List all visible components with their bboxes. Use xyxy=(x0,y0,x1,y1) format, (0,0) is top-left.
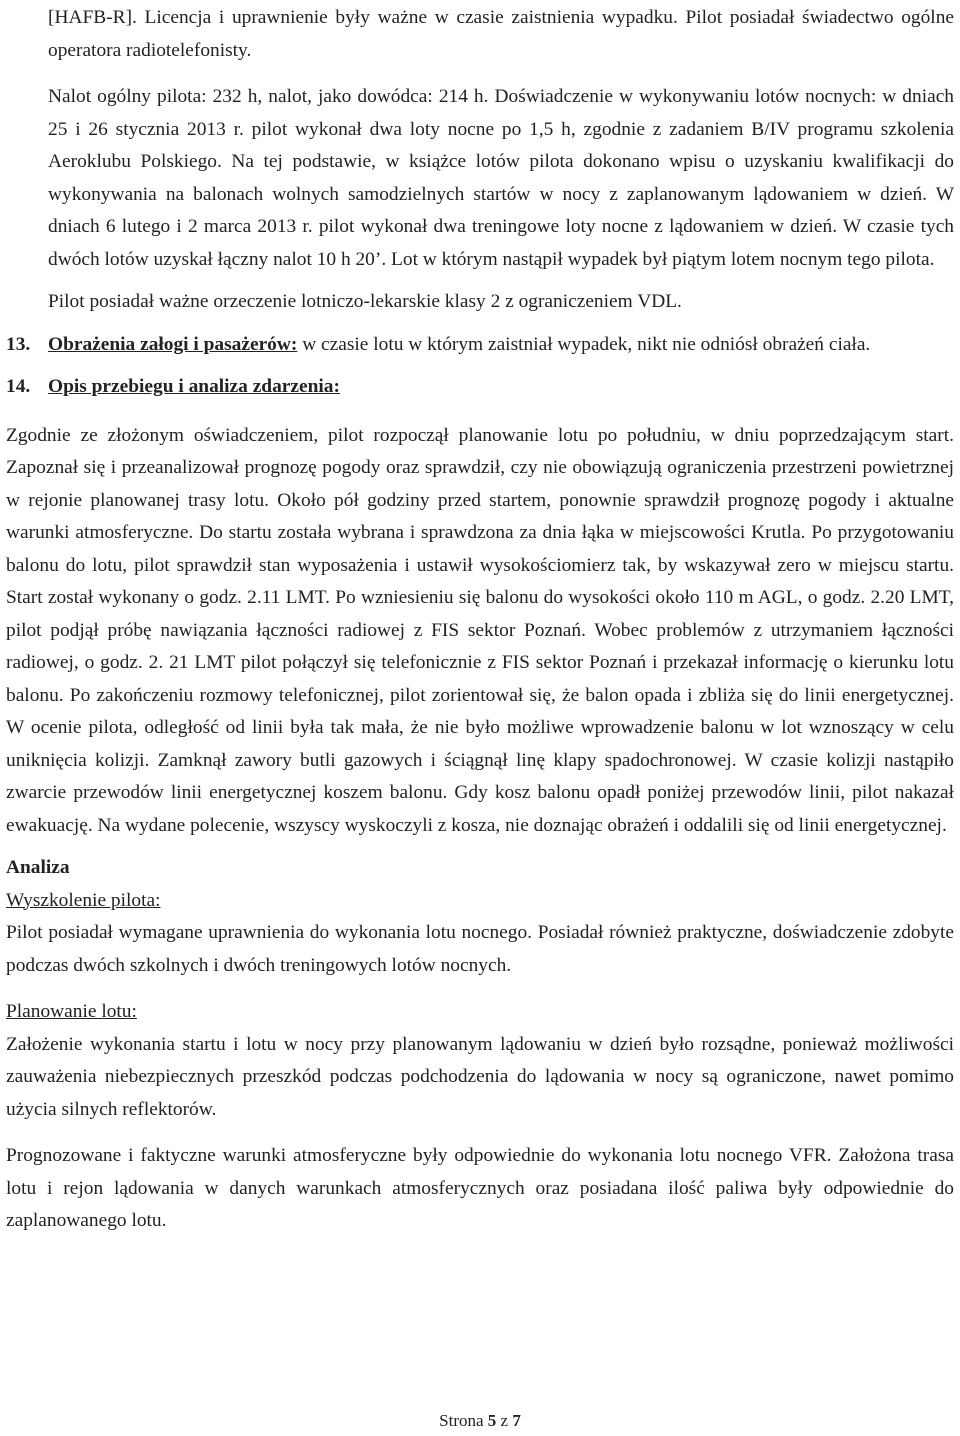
paragraph-narrative: Zgodnie ze złożonym oświadczeniem, pilot rozpoczął planowanie lotu po południu, w dniu poprzedzającym start. Zapoznał się i przeanalizował prognozę pogody oraz sprawdził, czy nie obowiązują ograniczenia przestrzeni powietrznej w rejonie planowanej trasy lotu. Około pół godziny przed startem, ponownie sprawdził prognozę pogody i aktualne warunki atmosferyczne. Do startu została wybrana i sprawdzona za dnia łąka w miejscowości Krutla. Po przygotowaniu balonu do lotu, pilot sprawdził stan wyposażenia i ustawił wysokościomierz tak, by wskazywał zero w miejscu startu. Start został wykonany o godz. 2.11 LMT. Po wzniesieniu się balonu do wysokości około 110 m AGL, o godz. 2.20 LMT, pilot podjął próbę nawiązania łączności radiowej z FIS sektor Poznań. Wobec problemów z utrzymaniem łączności radiowej, o godz. 2. 21 LMT pilot połączył się telefonicznie z FIS sektor Poznań i przekazał informację o kierunku lotu balonu. Po zakończeniu rozmowy telefonicznej, pilot zorientował się, że balon opada i zbliża się do linii energetycznej. W ocenie pilota, odległość od linii była tak mała, że nie było możliwe wprowadzenie balonu w lot wznoszący w celu uniknięcia kolizji. Zamknął zawory butli gazowych i ściągnął linę klapy spadochronowej. W czasie kolizji nastąpiło zwarcie przewodów linii energetycznej koszem balonu. Gdy kosz balonu opadł poniżej przewodów linii, pilot nakazał ewakuację. Na wydane polecenie, wszyscy wyskoczyli z kosza, nie doznając obrażeń i oddalili się od linii energetycznej. xyxy=(6,424,954,836)
analysis-heading: Analiza xyxy=(6,857,70,878)
planning-text-1: Założenie wykonania startu i lotu w nocy przy planowanym lądowaniu w dzień było rozsądne, ponieważ możliwości zauważenia niebezpiecznych przeszkód podczas podchodzenia do lądowania w nocy są ograniczone, nawet pomimo użycia silnych reflektorów. xyxy=(6,1033,954,1120)
section-13-text: w czasie lotu w którym zaistniał wypadek, nikt nie odniósł obrażeń ciała. xyxy=(297,333,871,355)
training-heading: Wyszkolenie pilota: xyxy=(6,889,161,911)
section-14-number: 14. xyxy=(6,376,31,397)
section-14-heading: Opis przebiegu i analiza zdarzenia: xyxy=(48,376,340,397)
planning-heading: Planowanie lotu: xyxy=(6,1001,137,1022)
paragraph-flight-hours: Nalot ogólny pilota: 232 h, nalot, jako dowódca: 214 h. Doświadczenie w wykonywaniu lotów nocnych: w dniach 25 i 26 stycznia 2013 r. pilot wykonał dwa loty nocne po 1,5 h, zgodnie z zadaniem B/IV programu szkolenia Aeroklubu Polskiego. Na tej podstawie, w książce lotów pilota dokonano wpisu o uzyskaniu kwalifikacji do wykonywania na balonach wolnych samodzielnych startów w nocy z zaplanowanym lądowaniem w dzień. W dniach 6 lutego i 2 marca 2013 r. pilot wykonał dwa treningowe loty nocne z lądowaniem w dzień. W czasie tych dwóch lotów uzyskał łączny nalot 10 h 20’. Lot w którym nastąpił wypadek był piątym lotem nocnym tego pilota. xyxy=(48,86,954,270)
planning-text-2: Prognozowane i faktyczne warunki atmosferyczne były odpowiednie do wykonania lotu nocnego VFR. Założona trasa lotu i rejon lądowania w danych warunkach atmosferycznych oraz posiadana ilość paliwa były odpowiednie do zaplanowanego lotu. xyxy=(6,1145,954,1231)
paragraph-medical: Pilot posiadał ważne orzeczenie lotniczo-lekarskie klasy 2 z ograniczeniem VDL. xyxy=(48,291,682,312)
document-body xyxy=(6,2,954,1238)
section-13-number: 13. xyxy=(6,333,31,355)
page-footer xyxy=(0,1410,960,1432)
section-14 xyxy=(6,371,954,404)
footer-page-total: 7 xyxy=(512,1411,521,1430)
section-13 xyxy=(6,329,954,362)
footer-middle: z xyxy=(496,1411,513,1430)
footer-prefix: Strona xyxy=(439,1411,488,1430)
paragraph-license: [HAFB-R]. Licencja i uprawnienie były ważne w czasie zaistnienia wypadku. Pilot posiadał świadectwo ogólne operatora radiotelefonisty. xyxy=(48,7,954,61)
training-text: Pilot posiadał wymagane uprawnienia do wykonania lotu nocnego. Posiadał również praktyczne, doświadczenie zdobyte podczas dwóch szkolnych i dwóch treningowych lotów nocnych. xyxy=(6,922,954,976)
footer-page-number: 5 xyxy=(487,1411,497,1430)
section-13-heading: Obrażenia załogi i pasażerów: xyxy=(48,333,298,355)
